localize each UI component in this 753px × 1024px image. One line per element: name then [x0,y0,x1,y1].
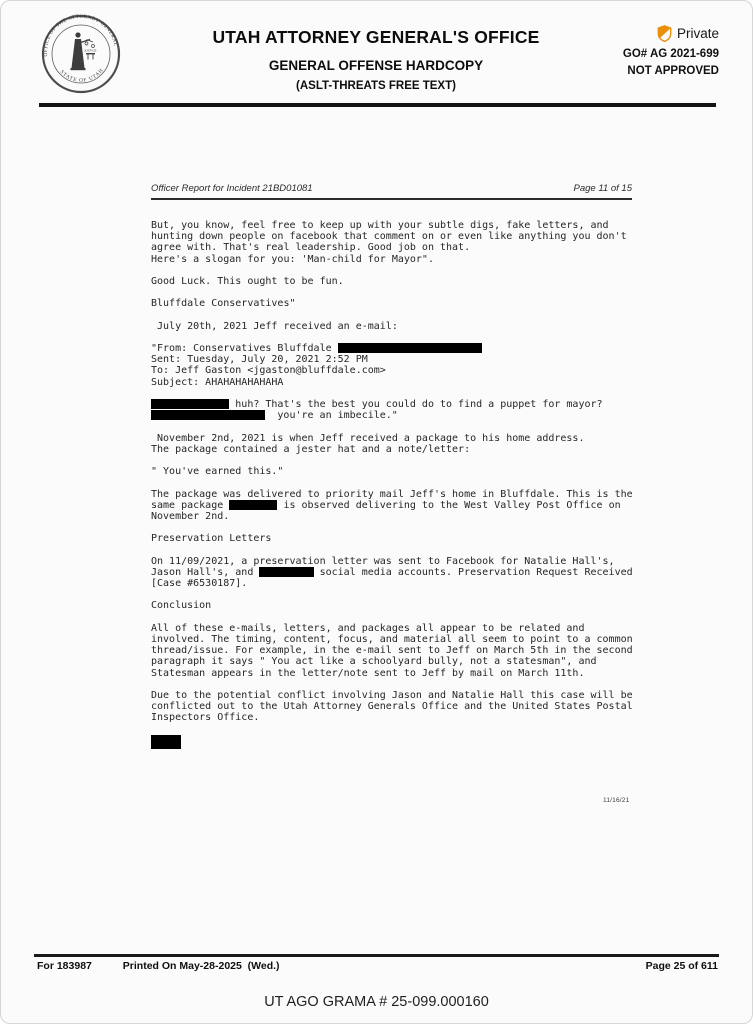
body-line [151,455,651,466]
body-line [151,522,651,533]
footer-row [37,960,718,972]
body-line [151,589,651,600]
body-line: " You've earned this." [151,466,284,478]
lady-justice-figure [71,32,97,70]
body-line: Here's a slogan for you: 'Man-child for Mayor". [151,253,434,265]
body-line: hunting down people on facebook that comment on or even like anything you don't [151,231,627,243]
body-line: The package contained a jester hat and a note/letter: [151,443,471,455]
body-line: Preservation Letters [151,533,272,545]
body-line: But, you know, feel free to keep up with your subtle digs, fake letters, and [151,220,609,231]
body-line: Jason Hall's, and social media accounts. Preservation Request Received [151,566,633,578]
body-line: "From: Conservatives Bluffdale [151,343,651,354]
body-line: same package is observed delivering to the West Valley Post Office on [151,499,621,511]
body-line [151,544,651,555]
side-date: 11/16/21 [603,797,630,804]
redaction-bar [151,399,229,409]
approval-status: NOT APPROVED [627,65,719,77]
redaction-bar [338,343,482,353]
report-subtitle: GENERAL OFFENSE HARDCOPY [268,58,484,73]
officer-report-header [151,183,632,194]
body-line: July 20th, 2021 Jeff received an e-mail: [151,320,398,332]
body-line: Bluffdale Conservatives" [151,298,296,310]
body-line [151,332,651,343]
footer-left [37,960,280,972]
report-page-number: Page 11 of 15 [573,183,632,194]
go-number: GO# AG 2021-699 [622,48,719,60]
body-line: huh? That's the best you could do to find a puppet for mayor? [151,399,651,410]
private-shield-icon [657,25,672,42]
report-divider [151,198,632,200]
redaction-bar [151,735,181,749]
body-line: [Case #6530187]. [151,578,248,589]
officer-report-label: Officer Report for Incident 21BD01081 [151,183,313,194]
body-line: November 2nd. [151,510,230,522]
report-body [151,220,651,746]
header-titles [161,27,591,92]
body-line: Good Luck. This ought to be fun. [151,275,344,287]
body-line [151,421,651,432]
body-line: paragraph it says " You act like a schoolyard bully, not a statesman", and [151,656,597,668]
body-line: conflicted out to the Utah Attorney Generals Office and the United States Postal [151,701,633,713]
footer-divider [34,954,719,957]
body-line [151,388,651,399]
body-line [151,735,651,746]
footer-printed-on: Printed On May-28-2025 (Wed.) [122,960,280,972]
body-line: Subject: AHAHAHAHAHAHA [151,376,284,388]
body-line: November 2nd, 2021 is when Jeff received a package to his home address. [151,432,585,444]
body-line: The package was delivered to priority mail Jeff's home in Bluffdale. This is the [151,488,633,500]
body-line: involved. The timing, content, focus, and material all seem to point to a common [151,633,633,645]
body-line: Sent: Tuesday, July 20, 2021 2:52 PM [151,354,368,366]
body-line [151,723,651,734]
private-row [623,25,719,42]
body-line: Due to the potential conflict involving Jason and Natalie Hall this case will be [151,689,633,701]
body-line [151,287,651,298]
body-line: agree with. That's real leadership. Good job on that. [151,242,471,254]
private-label: Private [676,26,719,41]
page-title: UTAH ATTORNEY GENERAL'S OFFICE [212,27,540,47]
header-divider [39,103,716,107]
header-status-block [623,25,719,77]
redaction-bar [259,567,313,577]
body-line [151,310,651,321]
seal-center-text: JUSTICE [84,48,97,53]
body-line [151,612,651,623]
footer-for-number: For 183987 [37,960,92,972]
body-line: Statesman appears in the letter/note sent to Jeff by mail on March 11th. [151,667,585,679]
seal-bottom-text: STATE OF UTAH [58,67,106,84]
body-line: Inspectors Office. [151,712,260,724]
redaction-bar [151,410,265,420]
body-line: On 11/09/2021, a preservation letter was sent to Facebook for Natalie Hall's, [151,555,615,567]
body-line [151,265,651,276]
attorney-general-seal-icon [39,13,123,95]
body-line: All of these e-mails, letters, and packages all appear to be related and [151,622,585,634]
body-line: thread/issue. For example, in the e-mail sent to Jeff on March 5th in the second [151,645,633,657]
body-line [151,679,651,690]
seal-top-text: OFFICE OF THE ATTORNEY GENERAL [42,13,119,57]
report-type-label: (ASLT-THREATS FREE TEXT) [296,80,456,92]
body-line [151,477,651,488]
footer-page-number: Page 25 of 611 [645,960,718,972]
grama-number: UT AGO GRAMA # 25-099.000160 [264,994,489,1010]
redaction-bar [229,500,277,510]
body-line: To: Jeff Gaston <jgaston@bluffdale.com> [151,365,386,377]
body-line: Conclusion [151,600,212,612]
body-line: you're an imbecile." [151,410,651,421]
